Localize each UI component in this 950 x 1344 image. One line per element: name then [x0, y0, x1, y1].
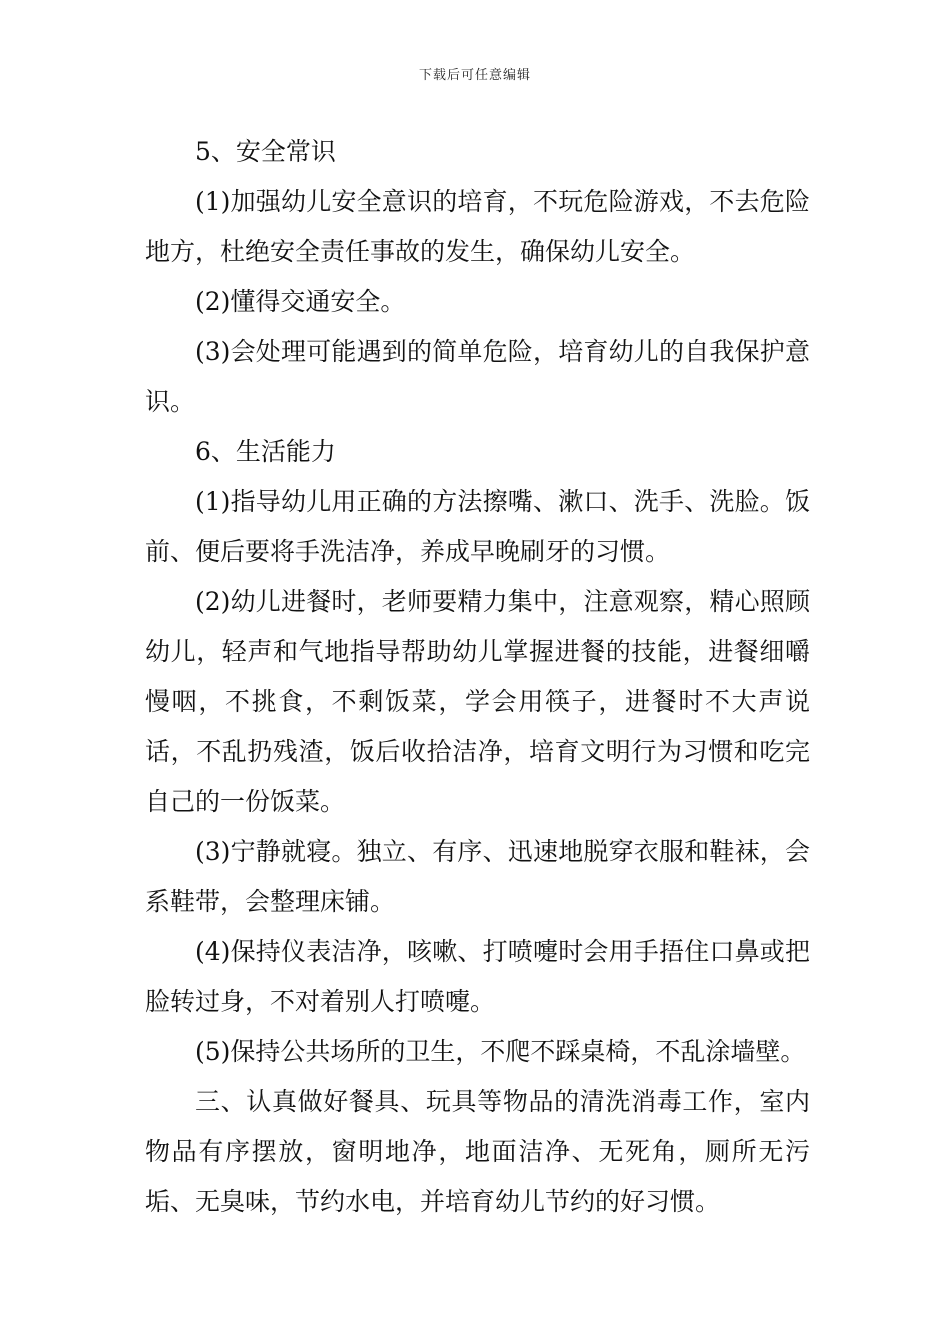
paragraph: (3)会处理可能遇到的简单危险，培育幼儿的自我保护意识。	[145, 337, 810, 416]
page-header-note: 下载后可任意编辑	[418, 68, 531, 83]
paragraph: (2)幼儿进餐时，老师要精力集中，注意观察，精心照顾幼儿，轻声和气地指导帮助幼儿掌握进餐的技能，进餐细嚼慢咽，不挑食，不剩饭菜，学会用筷子，进餐时不大声说话，不乱扔残渣，饭后收拾洁净，培育文明行为习惯和吃完自己的一份饭菜。	[145, 587, 810, 816]
section-heading-safety: 5、安全常识	[195, 137, 336, 166]
paragraph: (4)保持仪表洁净，咳嗽、打喷嚏时会用手捂住口鼻或把脸转过身，不对着别人打喷嚏。	[145, 937, 810, 1016]
paragraph: (1)指导幼儿用正确的方法擦嘴、漱口、洗手、洗脸。饭前、便后要将手洗洁净，养成早晚刷牙的习惯。	[145, 487, 810, 566]
paragraph: (5)保持公共场所的卫生，不爬不踩桌椅，不乱涂墙壁。	[195, 1037, 806, 1066]
paragraph: (3)宁静就寝。独立、有序、迅速地脱穿衣服和鞋袜，会系鞋带，会整理床铺。	[145, 837, 810, 916]
section-heading-life-skills: 6、生活能力	[195, 437, 336, 466]
paragraph: (2)懂得交通安全。	[195, 287, 406, 316]
paragraph: 三、认真做好餐具、玩具等物品的清洗消毒工作，室内物品有序摆放，窗明地净，地面洁净、无死角，厕所无污垢、无臭味，节约水电，并培育幼儿节约的好习惯。	[145, 1087, 810, 1216]
paragraph: (1)加强幼儿安全意识的培育，不玩危险游戏，不去危险地方，杜绝安全责任事故的发生，确保幼儿安全。	[145, 187, 810, 266]
document-body	[145, 127, 810, 1227]
